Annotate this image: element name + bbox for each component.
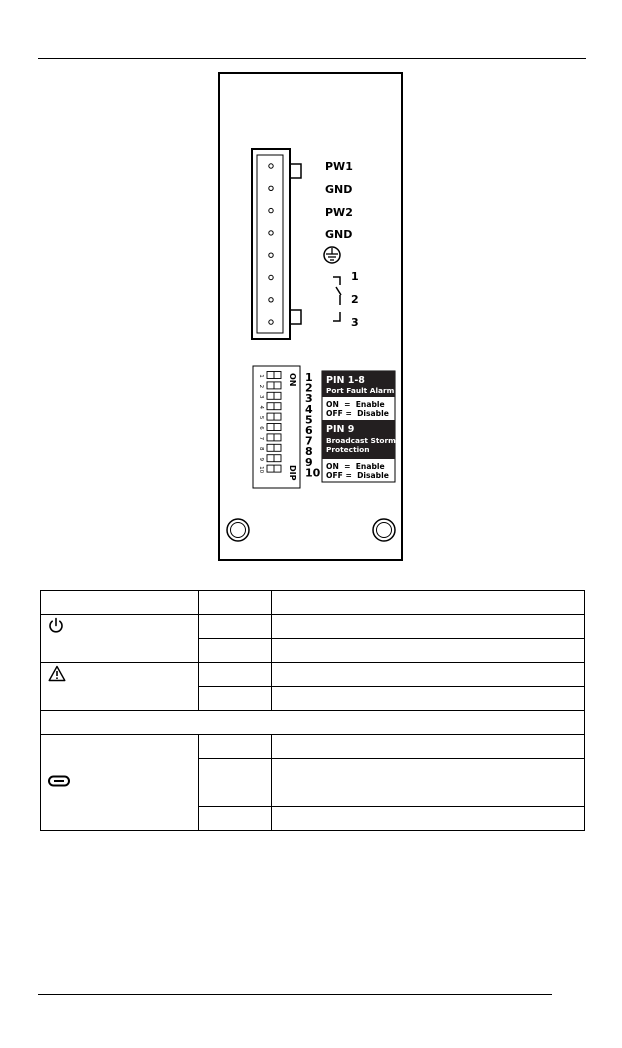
mounting-screw-left — [227, 519, 249, 541]
terminal-hole — [269, 186, 273, 190]
dip-side-number: 6 — [305, 424, 313, 437]
pin18-subtitle: Port Fault Alarm — [326, 386, 395, 395]
dip-switch-block — [253, 366, 300, 488]
mounting-screw-right — [373, 519, 395, 541]
table-cell — [199, 759, 272, 807]
power-terminal-block — [252, 149, 301, 339]
relay-contact-icon — [333, 277, 341, 321]
pin9-off: OFF = Disable — [326, 471, 389, 480]
dip-switch-number: 7 — [258, 436, 264, 441]
table-cell — [272, 663, 585, 687]
table-cell — [199, 591, 272, 615]
table-cell — [199, 687, 272, 711]
table-row — [41, 735, 585, 759]
dip-switch — [258, 455, 281, 462]
table-cell — [272, 639, 585, 663]
table-cell — [199, 807, 272, 831]
table-cell — [199, 663, 272, 687]
dip-switch-number: 6 — [258, 426, 264, 430]
relay-pin-3: 3 — [351, 316, 359, 329]
table-cell — [199, 615, 272, 639]
terminal-hole — [269, 275, 273, 279]
table-row — [41, 615, 585, 639]
panel-diagram — [220, 74, 405, 563]
terminal-hole — [269, 320, 273, 324]
pin9-subtitle-1: Broadcast Storm — [326, 436, 396, 445]
table-cell — [272, 759, 585, 807]
table-cell — [199, 639, 272, 663]
table-row — [41, 663, 585, 687]
dip-side-number: 2 — [305, 381, 313, 395]
terminal-hole — [269, 253, 273, 257]
power-icon — [41, 615, 198, 637]
led-indicator-table — [40, 590, 585, 831]
dip-side-number: 10 — [305, 466, 321, 480]
terminal-hole — [269, 231, 273, 235]
terminal-label-pw2: PW2 — [325, 206, 353, 219]
dip-switch-number: 8 — [258, 447, 264, 451]
dip-switch-number: 3 — [258, 395, 264, 399]
dip-switch-number: 2 — [258, 384, 264, 389]
terminal-hole — [269, 208, 273, 212]
dip-switch-number: 4 — [258, 405, 264, 409]
dip-switch-number: 9 — [258, 457, 264, 461]
dip-switch — [258, 444, 281, 451]
table-cell — [272, 687, 585, 711]
dip-side-number: 3 — [305, 392, 313, 406]
table-cell-link — [41, 735, 199, 831]
terminal-label-gnd-2: GND — [325, 228, 353, 241]
dip-switch — [258, 424, 281, 431]
link-icon — [41, 773, 198, 793]
earth-ground-icon — [324, 247, 340, 263]
dip-on-label: ON — [288, 373, 297, 387]
table-cell — [272, 615, 585, 639]
pin9-on: ON = Enable — [326, 462, 385, 471]
dip-switch — [258, 382, 281, 389]
dip-side-number: 1 — [305, 371, 313, 384]
pin18-off: OFF = Disable — [326, 409, 389, 418]
dip-side-number: 8 — [305, 445, 313, 459]
dip-dip-label: DIP — [288, 465, 297, 481]
dip-switch — [258, 403, 281, 410]
pin18-title: PIN 1-8 — [326, 375, 365, 386]
dip-side-number: 7 — [305, 434, 313, 448]
table-cell — [272, 591, 585, 615]
table-cell — [272, 735, 585, 759]
pin9-subtitle-2: Protection — [326, 445, 370, 454]
table-section-row — [41, 711, 585, 735]
dip-switch — [258, 434, 281, 441]
relay-pin-1: 1 — [351, 270, 359, 283]
dip-switch — [258, 392, 281, 399]
dip-switch-number: 1 — [258, 374, 264, 378]
table-section-cell — [41, 711, 585, 735]
table-cell-fault — [41, 663, 199, 711]
dip-side-number: 5 — [305, 413, 313, 427]
terminal-label-pw1: PW1 — [325, 160, 353, 173]
dip-info-box — [322, 371, 396, 482]
dip-switch — [258, 465, 281, 473]
dip-side-number: 9 — [305, 455, 313, 469]
dip-switch-number: 10 — [258, 466, 264, 474]
terminal-hole — [269, 164, 273, 168]
dip-side-number: 4 — [305, 402, 313, 416]
footer-rule — [38, 994, 552, 995]
terminal-label-gnd-1: GND — [325, 183, 353, 196]
header-rule — [38, 58, 586, 59]
table-header-row — [41, 591, 585, 615]
dip-switch — [258, 372, 281, 379]
terminal-hole — [269, 298, 273, 302]
pin9-title: PIN 9 — [326, 424, 355, 435]
table-cell — [272, 807, 585, 831]
pin18-on: ON = Enable — [326, 400, 385, 409]
dip-switch-number: 5 — [258, 415, 264, 420]
table-cell — [199, 735, 272, 759]
warning-icon — [41, 663, 198, 685]
table-cell — [41, 591, 199, 615]
table-cell-power — [41, 615, 199, 663]
relay-pin-2: 2 — [351, 293, 359, 306]
dip-switch — [258, 413, 281, 420]
device-front-panel — [218, 72, 403, 561]
